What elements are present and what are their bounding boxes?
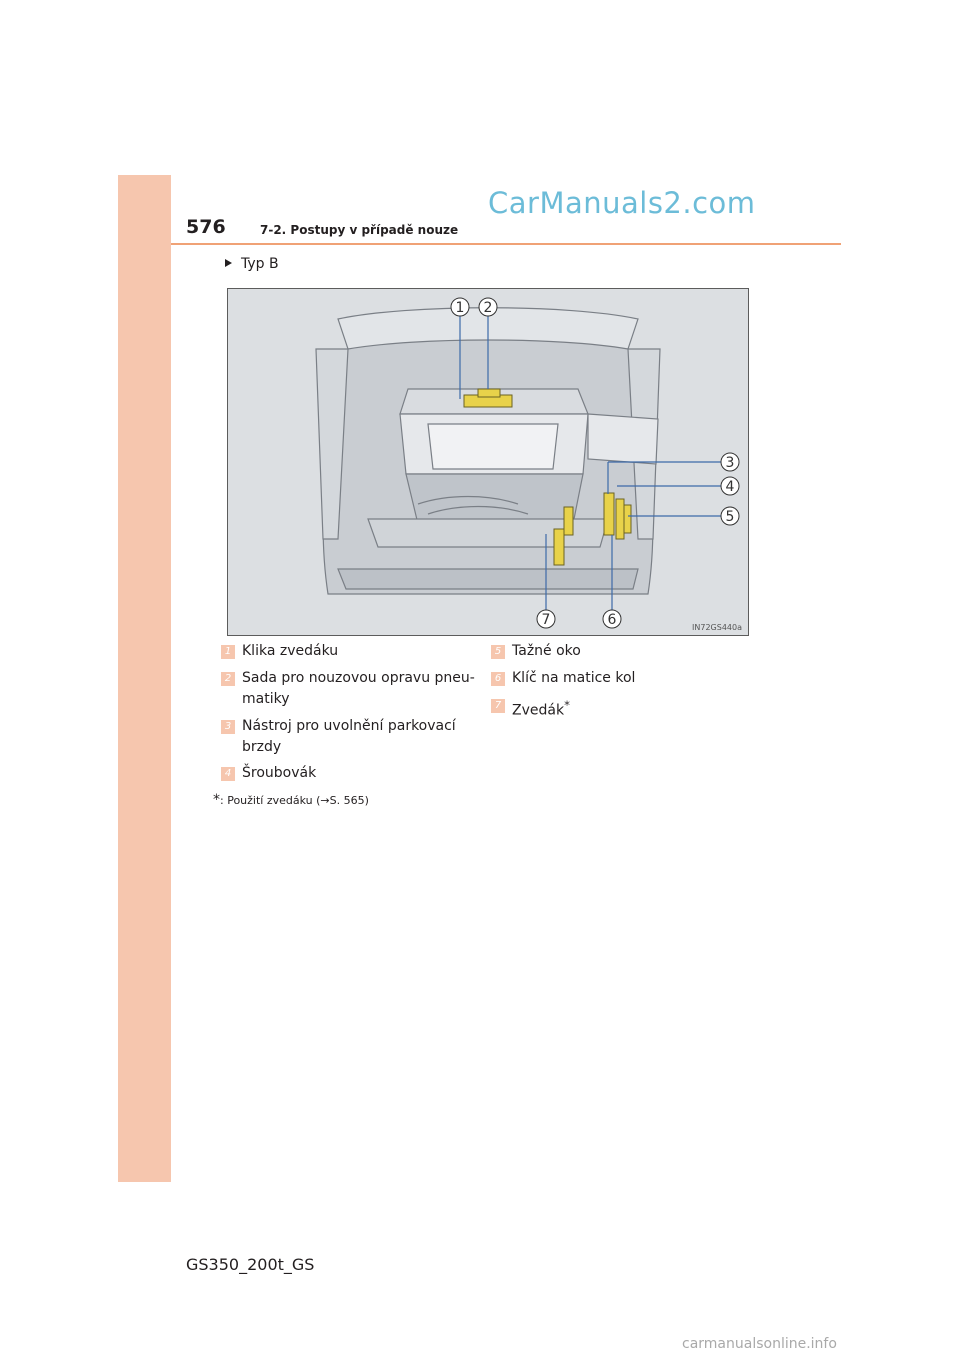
legend-badge-3: 3 [221,720,235,734]
legend-item-2: Sada pro nouzovou opravu pneu- matiky [242,670,475,707]
legend-item-6: Klíč na matice kol [512,670,636,686]
legend-item-7-text: Zvedák [512,702,565,719]
type-label [225,256,279,272]
chapter-title: 7-2. Postupy v případě nouze [260,223,459,237]
figure-code: IN72GS440a [692,623,742,632]
legend-item-5: Tažné oko [512,643,581,659]
footnote-star: * [213,792,220,808]
watermark-top: CarManuals2.com [488,186,756,220]
footnote [213,792,369,808]
legend-badge-5: 5 [491,645,505,659]
footnote-text: : Použití zvedáku (→S. 565) [220,794,369,807]
legend-badge-6: 6 [491,672,505,686]
callout-3: 3 [725,455,735,471]
legend-badge-1: 1 [221,645,235,659]
page-number: 576 [186,216,226,238]
callout-5: 5 [725,509,735,525]
trunk-illustration [227,288,749,636]
legend-item-7 [512,695,570,722]
callout-7: 7 [541,612,551,628]
trunk-drawing [228,289,749,636]
type-label-text: Typ B [241,256,279,272]
arrow-right-icon [225,259,232,267]
side-color-band [118,175,171,1182]
legend-item-3: Nástroj pro uvolnění parkovací brzdy [242,718,456,755]
callout-1: 1 [455,300,465,316]
footnote-mark: * [564,698,570,712]
legend-item-1: Klika zvedáku [242,643,339,659]
callout-6: 6 [607,612,617,628]
model-code: GS350_200t_GS [186,1255,315,1274]
legend-item-4: Šroubovák [242,765,317,781]
legend-badge-4: 4 [221,767,235,781]
legend-badge-7: 7 [491,699,505,713]
callout-4: 4 [725,479,735,495]
watermark-bottom: carmanualsonline.info [682,1336,837,1352]
legend-badge-2: 2 [221,672,235,686]
callout-2: 2 [483,300,493,316]
header-divider [171,243,841,245]
